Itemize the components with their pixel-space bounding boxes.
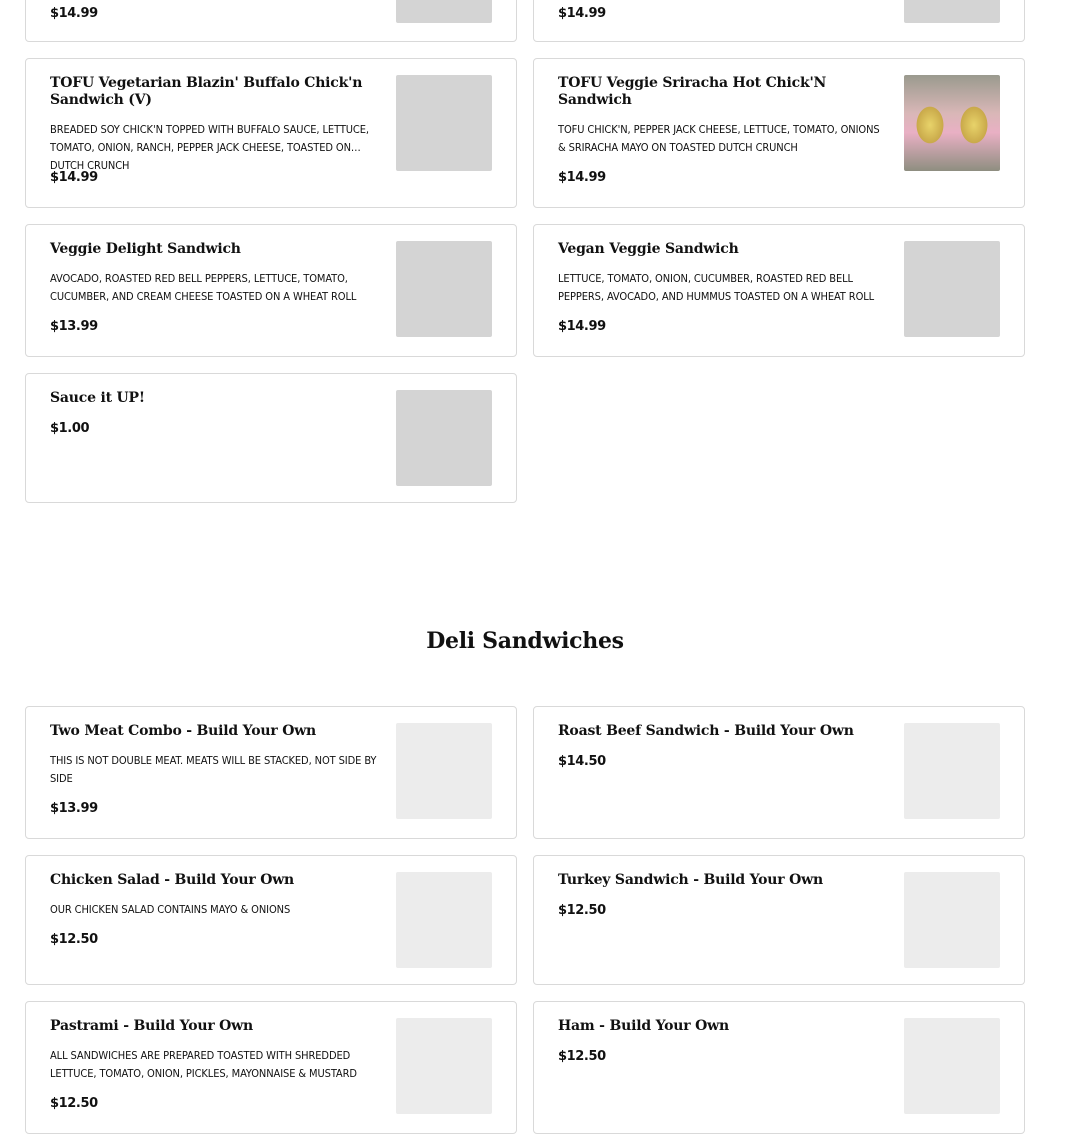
menu-item-card[interactable] <box>25 1001 517 1134</box>
item-thumbnail <box>904 1018 1000 1114</box>
item-name: Vegan Veggie Sandwich <box>558 241 739 257</box>
item-thumbnail <box>904 723 1000 819</box>
item-price: $13.99 <box>50 801 98 816</box>
item-price: $14.50 <box>558 754 606 769</box>
item-name: TOFU Veggie Sriracha Hot Chick'N Sandwich <box>558 75 827 108</box>
item-description: OUR CHICKEN SALAD CONTAINS MAYO & ONIONS <box>50 903 291 916</box>
menu-item-card[interactable] <box>25 855 517 985</box>
item-price: $14.99 <box>558 170 606 185</box>
item-thumbnail <box>396 723 492 819</box>
item-name: Veggie Delight Sandwich <box>50 241 241 257</box>
menu-item-card[interactable] <box>25 373 517 503</box>
item-description: ALL SANDWICHES ARE PREPARED TOASTED WITH SHREDDED LETTUCE, TOMATO, ONION, PICKLES, MAYONNAISE & MUSTARD <box>50 1049 357 1080</box>
menu-item-card[interactable] <box>533 0 1025 42</box>
item-price: $12.50 <box>558 903 606 918</box>
item-name: TOFU Vegetarian Blazin' Buffalo Chick'n Sandwich (V) <box>50 75 363 108</box>
item-thumbnail <box>904 241 1000 337</box>
item-thumbnail <box>396 1018 492 1114</box>
menu-item-card[interactable] <box>533 224 1025 357</box>
section-title: Deli Sandwiches <box>426 628 624 654</box>
menu-item-card[interactable] <box>533 706 1025 839</box>
item-price: $13.99 <box>50 319 98 334</box>
item-price: $14.99 <box>558 6 606 21</box>
item-name: Roast Beef Sandwich - Build Your Own <box>558 723 854 739</box>
item-price: $14.99 <box>558 319 606 334</box>
item-name: Turkey Sandwich - Build Your Own <box>558 872 823 888</box>
menu-item-card[interactable] <box>25 706 517 839</box>
item-name: Chicken Salad - Build Your Own <box>50 872 295 888</box>
item-price: $12.50 <box>50 932 98 947</box>
item-price: $12.50 <box>558 1049 606 1064</box>
item-thumbnail <box>904 0 1000 23</box>
item-thumbnail <box>396 241 492 337</box>
item-thumbnail <box>396 0 492 23</box>
menu-item-card[interactable] <box>533 1001 1025 1134</box>
item-price: $14.99 <box>50 6 98 21</box>
item-price: $1.00 <box>50 421 90 436</box>
item-price: $14.99 <box>50 170 98 185</box>
menu-item-card[interactable] <box>533 58 1025 208</box>
item-description: BREADED SOY CHICK'N TOPPED WITH BUFFALO SAUCE, LETTUCE, TOMATO, ONION, RANCH, PEPPER JACK CHEESE, TOASTED ON DUTCH CRUNCH <box>50 123 369 172</box>
item-name: Two Meat Combo - Build Your Own <box>50 723 317 739</box>
item-name: Sauce it UP! <box>50 390 145 406</box>
sandwich-photo-thumbnail <box>904 75 1000 171</box>
item-description: TOFU CHICK'N, PEPPER JACK CHEESE, LETTUCE, TOMATO, ONIONS & SRIRACHA MAYO ON TOASTED DUTCH CRUNCH <box>558 123 880 154</box>
menu-item-card[interactable] <box>25 58 517 208</box>
item-thumbnail <box>396 75 492 171</box>
item-name: Pastrami - Build Your Own <box>50 1018 253 1034</box>
item-thumbnail <box>396 390 492 486</box>
menu-item-card[interactable] <box>25 224 517 357</box>
menu-item-card[interactable] <box>533 855 1025 985</box>
item-description: THIS IS NOT DOUBLE MEAT. MEATS WILL BE STACKED, NOT SIDE BY SIDE <box>50 754 377 785</box>
item-description: LETTUCE, TOMATO, ONION, CUCUMBER, ROASTED RED BELL PEPPERS, AVOCADO, AND HUMMUS TOASTED ON A WHEAT ROLL <box>558 272 875 303</box>
item-name: Ham - Build Your Own <box>558 1018 729 1034</box>
item-description: AVOCADO, ROASTED RED BELL PEPPERS, LETTUCE, TOMATO, CUCUMBER, AND CREAM CHEESE TOASTED ON A WHEAT ROLL <box>50 272 357 303</box>
item-thumbnail <box>396 872 492 968</box>
item-thumbnail <box>904 872 1000 968</box>
item-price: $12.50 <box>50 1096 98 1111</box>
menu-item-card[interactable] <box>25 0 517 42</box>
